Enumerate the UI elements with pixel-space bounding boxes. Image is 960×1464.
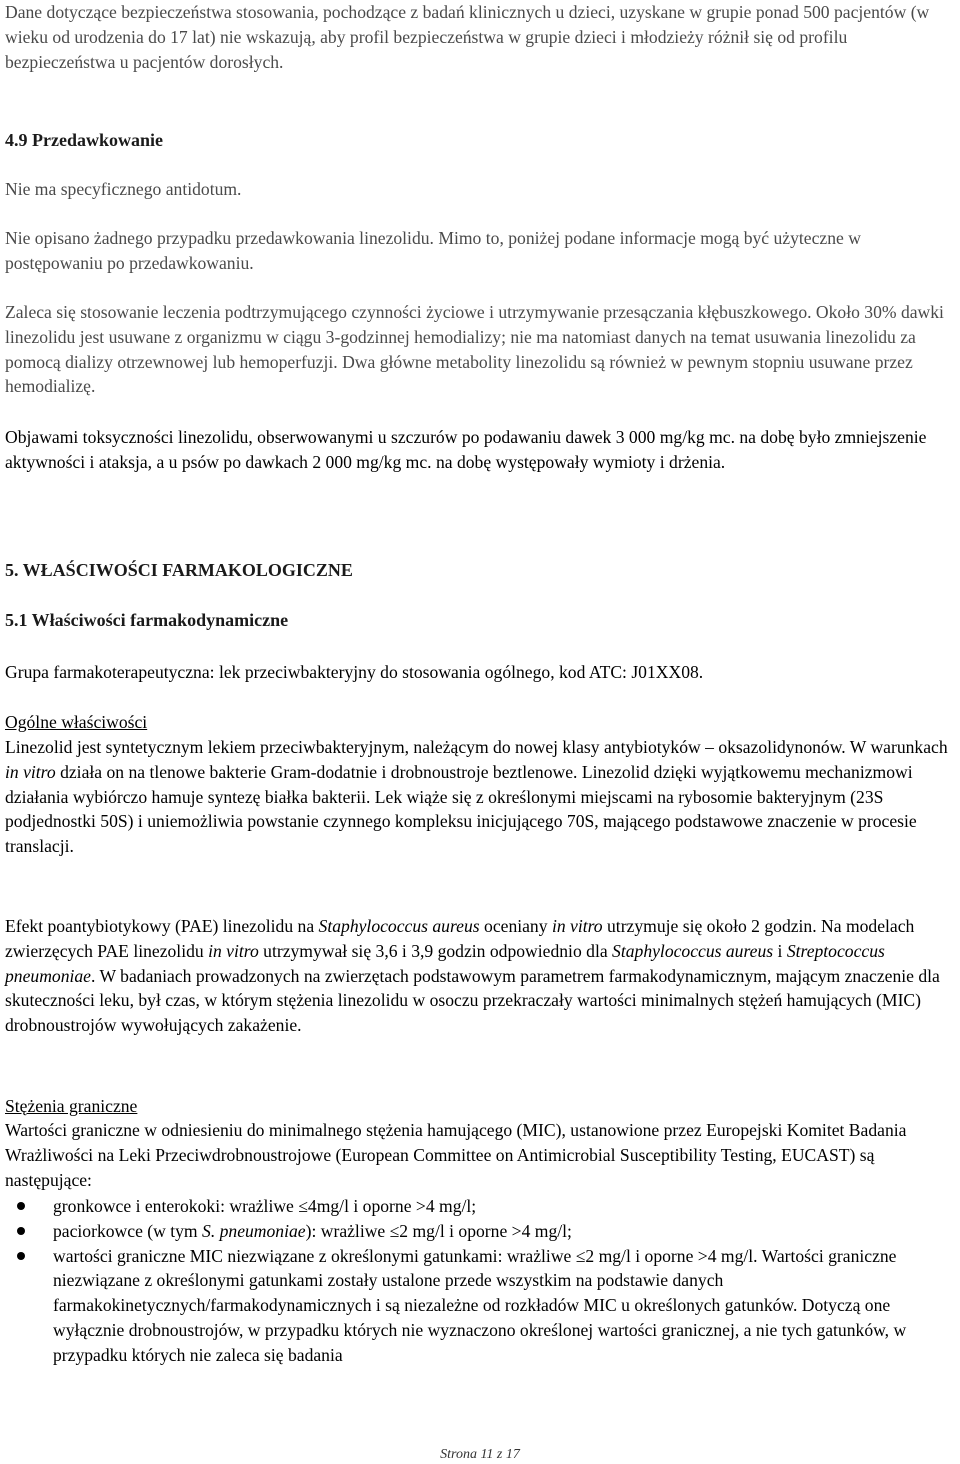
- antidote-paragraph: Nie ma specyficznego antidotum.: [5, 179, 242, 199]
- section-5-heading: 5. WŁAŚCIWOŚCI FARMAKOLOGICZNE: [5, 560, 353, 580]
- general-properties-title: Ogólne właściwości: [5, 712, 148, 732]
- list-item: gronkowce i enterokoki: wrażliwe ≤4mg/l i oporne >4 mg/l;: [5, 1194, 953, 1219]
- toxicity-paragraph: Objawami toksyczności linezolidu, obserwowanymi u szczurów po podawaniu dawek 3 000 mg/kg mc. na dobę było zmniejszenie aktywności i ataksja, a u psów po dawkach 2 000 mg/kg mc. na dobę występowały wymioty i drżenia.: [5, 427, 927, 472]
- list-item: wartości graniczne MIC niezwiązane z określonymi gatunkami: wrażliwe ≤2 mg/l i oporne >4 mg/l. Wartości graniczne niezwiązane z określonymi gatunkami zostały ustalone przede wszystkim na podstawie danych farmakokinetycznych/farmakodynamicznych i są niezależne od rozkładów MIC u określonych gatunków. Dotyczą one wyłącznie drobnoustrojów, w przypadku których nie wyznaczono określonej wartości granicznej, a nie tych gatunków, w przypadku których nie zaleca się badania: [5, 1244, 953, 1368]
- overdose-info-paragraph: Nie opisano żadnego przypadku przedawkowania linezolidu. Mimo to, poniżej podane informacje mogą być użyteczne w postępowaniu po przedawkowaniu.: [5, 228, 861, 273]
- section-5-1-heading: 5.1 Właściwości farmakodynamiczne: [5, 610, 289, 630]
- pharmacotherapeutic-group: Grupa farmakoterapeutyczna: lek przeciwbakteryjny do stosowania ogólnego, kod ATC: J01XX08.: [5, 662, 704, 682]
- list-item: paciorkowce (w tym S. pneumoniae): wrażliwe ≤2 mg/l i oporne >4 mg/l;: [5, 1219, 953, 1244]
- supportive-care-paragraph: Zaleca się stosowanie leczenia podtrzymującego czynności życiowe i utrzymywanie przesączania kłębuszkowego. Około 30% dawki linezolidu jest usuwane z organizmu w ciągu 3-godzinnej hemodializy; nie ma natomiast danych na temat usuwania linezolidu za pomocą dializy otrzewnowej lub hemoperfuzji. Dwa główne metabolity linezolidu są również w pewnym stopniu usuwane przez hemodializę.: [5, 302, 944, 397]
- breakpoints-intro: Wartości graniczne w odniesieniu do minimalnego stężenia hamującego (MIC), ustanowione przez Europejski Komitet Badania Wrażliwości na Leki Przeciwdrobnoustrojowe (European Committee on Antimicrobial Susceptibility Testing, EUCAST) są następujące:: [5, 1120, 907, 1190]
- breakpoints-list: [5, 1194, 953, 1368]
- general-properties-paragraph: Linezolid jest syntetycznym lekiem przeciwbakteryjnym, należącym do nowej klasy antybiotyków – oksazolidynonów. W warunkach in vitro działa on na tlenowe bakterie Gram-dodatnie i drobnoustroje beztlenowe. Linezolid dzięki wyjątkowemu mechanizmowi działania wybiórczo hamuje syntezę białka bakterii. Lek wiąże się z określonymi miejscami na rybosomie bakteryjnym (23S podjednostki 50S) i uniemożliwia powstanie czynnego kompleksu inicjującego 70S, mającego podstawowe znaczenie w procesie translacji.: [5, 737, 948, 857]
- intro-paragraph: Dane dotyczące bezpieczeństwa stosowania, pochodzące z badań klinicznych u dzieci, uzyskane w grupie ponad 500 pacjentów (w wieku od urodzenia do 17 lat) nie wskazują, aby profil bezpieczeństwa w grupie dzieci i młodzieży różnił się od profilu bezpieczeństwa u pacjentów dorosłych.: [5, 2, 930, 72]
- section-4-9-heading: 4.9 Przedawkowanie: [5, 130, 163, 150]
- page-footer: Strona 11 z 17: [440, 1447, 520, 1462]
- breakpoints-title: Stężenia graniczne: [5, 1096, 138, 1116]
- pae-paragraph: Efekt poantybiotykowy (PAE) linezolidu na Staphylococcus aureus oceniany in vitro utrzymuje się około 2 godzin. Na modelach zwierzęcych PAE linezolidu in vitro utrzymywał się 3,6 i 3,9 godzin odpowiednio dla Staphylococcus aureus i Streptococcus pneumoniae. W badaniach prowadzonych na zwierzętach podstawowym parametrem farmakodynamicznym, mającym znaczenie dla skuteczności leku, był czas, w którym stężenia linezolidu w osoczu przekraczały wartości minimalnych stężeń hamujących (MIC) drobnoustrojów wywołujących zakażenie.: [5, 916, 940, 1036]
